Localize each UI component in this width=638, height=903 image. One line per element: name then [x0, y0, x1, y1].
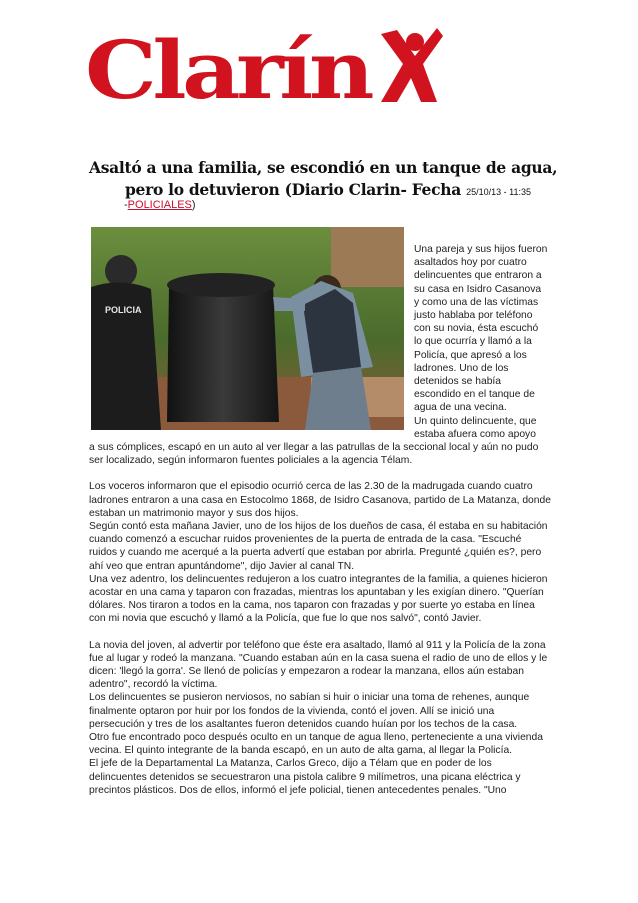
clarin-logo: [85, 20, 445, 115]
photo-police-label: POLICIA: [105, 305, 142, 315]
article-body: [89, 441, 551, 797]
intro-paragraph: Un quinto delincuente, que estaba afuera como apoyo: [414, 415, 537, 440]
headline-line-2: pero lo detuvieron (Diario Clarin- Fecha 25/10/13 - 11:35: [125, 180, 531, 199]
article-photo: [91, 227, 404, 430]
photo-illustration: [91, 227, 404, 430]
body-paragraph: Los voceros informaron que el episodio ocurrió cerca de las 2.30 de la madrugada cuando cuatro ladrones entraron a una casa en Estocolmo 1868, de Isidro Casanova, partido de La Matanza, donde estaban un matrimonio mayor y sus dos hijos.: [89, 481, 551, 519]
headline-line-1: Asaltó a una familia, se escondió en un tanque de agua,: [89, 158, 558, 177]
intro-paragraph: Una pareja y sus hijos fueron asaltados hoy por cuatro delincuentes que entraron a su casa en Isidro Casanova y como una de las víctimas justo hablaba por teléfono con su novia, ésta escuchó lo que ocurría y llamó a la Policía, que apresó a los ladrones. Uno de los detenidos se había escondido en el tanque de agua de una vecina.: [414, 244, 548, 414]
body-paragraph: Los delincuentes se pusieron nerviosos, no sabían si huir o iniciar una toma de rehenes, aunque finalmente optaron por huir por los fondos de la vivienda, contó el joven. Allí se inició una persecución y tres de los asaltantes fueron detenidos cuando huían por los techos de la casa.: [89, 692, 530, 730]
body-paragraph: Otro fue encontrado poco después oculto en un tanque de agua lleno, perteneciente a una vivienda vecina. El quinto integrante de la banda escapó, en un auto de alta gama, al llegar la Policía.: [89, 732, 543, 757]
body-paragraph: La novia del joven, al advertir por teléfono que éste era asaltado, llamó al 911 y la Policía de la zona fue al lugar y rodeó la manzana. "Cuando estaban aún en la casa suena el radio de uno de ellos y le dicen: 'llegó la gorra'. Se llenó de policías y empezaron a rodear la manzana, ellos aún estaban adentro", recordó la víctima.: [89, 639, 548, 691]
clarin-person-icon: [381, 28, 443, 102]
headline-date: 25/10/13 - 11:35: [466, 187, 531, 197]
body-paragraph: Según contó esta mañana Javier, uno de los hijos de los dueños de casa, él estaba en su habitación cuando comenzó a escuchar ruidos provenientes de la puerta de entrada de la casa. "Escuché ruidos y cuando me acerqué a la puerta advertí que estaban por abrirla. Pregunté ¿quién es?, pero ahí veo que entran apuntándome", dijo Javier al canal TN.: [89, 521, 548, 572]
section-label: -POLICIALES): [124, 199, 196, 211]
clarin-logo-text: Clarín: [85, 23, 374, 115]
section-link-policiales[interactable]: POLICIALES: [127, 199, 192, 211]
body-paragraph: a sus cómplices, escapó en un auto al ver llegar a las patrullas de la seccional local y aún no pudo ser localizado, según informaron fuentes policiales a la agencia Télam.: [89, 442, 539, 467]
paragraph-gap: [89, 626, 551, 639]
clarin-logo-art: [85, 20, 445, 115]
article-intro: [414, 243, 548, 441]
article-headline: [89, 157, 559, 203]
body-paragraph: El jefe de la Departamental La Matanza, Carlos Greco, dijo a Télam que en poder de los delincuentes detenidos se secuestraron una pistola calibre 9 milímetros, una picana eléctrica y precintos plásticos. Dos de ellos, informó el jefe policial, tienen antecedentes penales. "Uno: [89, 758, 521, 796]
paragraph-gap: [89, 467, 551, 480]
body-paragraph: Una vez adentro, los delincuentes redujeron a los cuatro integrantes de la familia, a quienes hicieron acostar en una cama y taparon con frazadas, mientras los apuntaban y les exigían dinero. "Querían dólares. Nos tiraron a todos en la cama, nos taparon con frazadas y por suerte yo estaba en línea con mi novia que escuchó y llamó a la Policía, que fue lo que nos salvó", contó Javier.: [89, 573, 548, 625]
